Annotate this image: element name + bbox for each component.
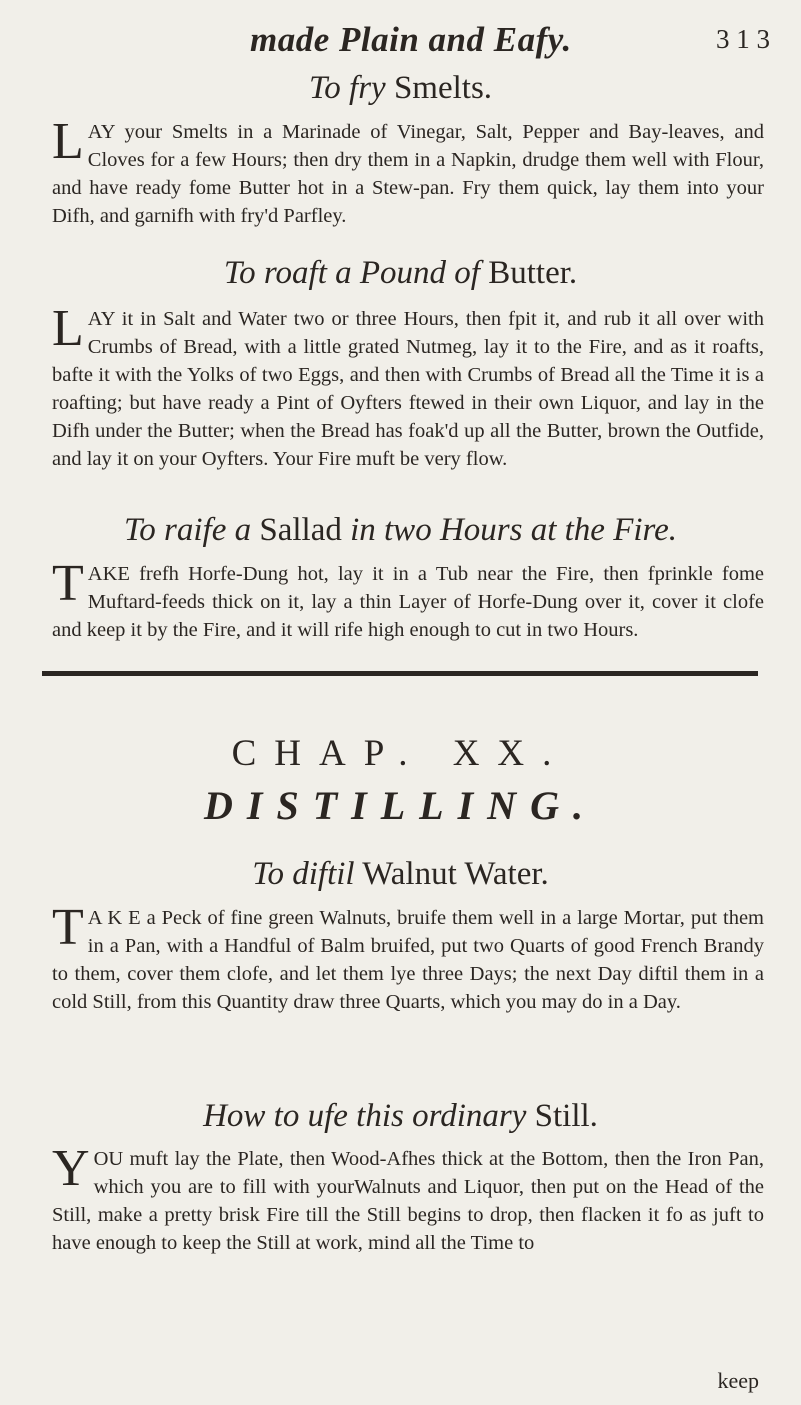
heading-roman: Smelts.: [385, 70, 493, 106]
heading-italic: To raife a: [123, 512, 252, 548]
running-head: [250, 20, 770, 64]
heading-italic: To roaft a Pound of: [223, 255, 480, 291]
recipe-text-walnut-water: [52, 899, 764, 1016]
paragraph-text: AY your Smelts in a Marinade of Vinegar, Salt, Pepper and Bay-leaves, and Cloves for a few Hours; then dry them in a Napkin, drudge them well with Flour, and have ready fome Butter hot in a Stew-pan. Fry them quick, lay them into your Difh, and garnifh with fry'd Parfley.: [52, 121, 764, 227]
paragraph-text: OU muft lay the Plate, then Wood-Afhes thick at the Bottom, then the Iron Pan, which you are to fill with yourWalnuts and Liquor, then put on the Head of the Still, make a pretty brisk Fire till the Still begins to drop, then flacken it fo as juft to have enough to keep the Still at work, mind all the Time to: [52, 1148, 764, 1254]
heading-italic: To fry: [308, 70, 386, 106]
recipe-heading-ordinary-still: [0, 1098, 801, 1135]
drop-cap: T: [52, 555, 84, 612]
recipe-heading-walnut-water: [0, 856, 801, 893]
drop-cap: T: [52, 899, 84, 956]
paragraph-text: AKE frefh Horfe-Dung hot, lay it in a Tub near the Fire, then fprinkle fome Muftard-feeds thick on it, lay a thin Layer of Horfe-Dung over it, cover it clofe and keep it by the Fire, and it will rife high enough to cut in two Hours.: [52, 563, 764, 641]
chapter-title: DISTILLING.: [204, 783, 597, 828]
catchword: keep: [717, 1368, 759, 1393]
heading-roman: Sallad: [251, 512, 351, 548]
recipe-text-ordinary-still: [52, 1140, 764, 1257]
paragraph-text: AY it in Salt and Water two or three Hours, then fpit it, and rub it all over with Crumbs of Bread, with a little grated Nutmeg, lay it to the Fire, and as it roafts, bafte it with the Yolks of two Eggs, and then with Crumbs of Bread all the Time it is a roafting; but have ready a Pint of Oyfters ftewed in their own Liquor, and lay in the Difh under the Butter; when the Bread has foak'd up all the Butter, brown the Outfide, and lay it on your Oyfters. Your Fire muft be very flow.: [52, 308, 764, 470]
heading-italic: To diftil: [252, 856, 355, 892]
page-number: 3 1 3: [716, 24, 770, 54]
drop-cap: L: [52, 300, 84, 357]
recipe-text-raise-sallad: [52, 555, 764, 644]
recipe-text-roast-butter: [52, 300, 764, 473]
heading-roman: Walnut Water.: [354, 856, 549, 892]
heading-italic: How to ufe this ordinary: [203, 1098, 527, 1134]
recipe-heading-raise-sallad: [0, 512, 801, 549]
recipe-heading-fry-smelts: [0, 70, 801, 107]
heading-roman: Butter.: [479, 255, 578, 291]
recipe-text-fry-smelts: [52, 113, 764, 230]
running-head-title: made Plain and Eafy.: [250, 20, 572, 59]
heading-italic-2: in two Hours at the Fire.: [350, 512, 678, 548]
recipe-heading-roast-butter: [0, 255, 801, 292]
drop-cap: Y: [52, 1140, 90, 1197]
chapter-number: CHAP. XX.: [231, 733, 570, 774]
section-divider: [42, 671, 758, 676]
heading-roman: Still.: [526, 1098, 598, 1134]
paragraph-text: A K E a Peck of fine green Walnuts, bruife them well in a large Mortar, put them in a Pan, with a Handful of Balm bruifed, put two Quarts of good French Brandy to them, cover them clofe, and let them lye three Days; the next Day diftil them in a cold Still, from this Quantity draw three Quarts, which you may do in a Day.: [52, 907, 764, 1013]
drop-cap: L: [52, 113, 84, 170]
